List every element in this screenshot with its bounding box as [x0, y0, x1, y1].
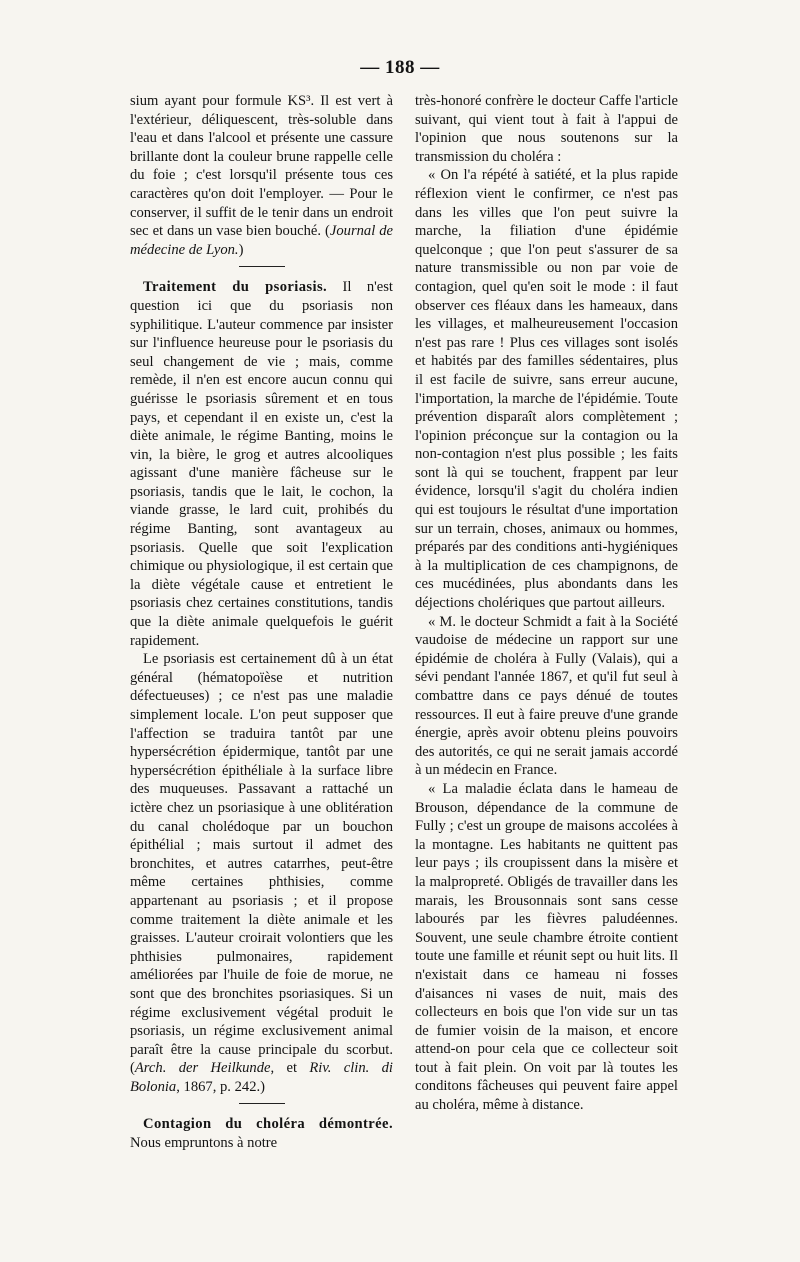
source-citation: Arch. der Heilkunde [134, 1060, 271, 1077]
cholera-continuation-paragraph: très-honoré confrère le docteur Caffe l'article suivant, qui vient tout à fait à l'appui de l'opinion que nous soutenons sur la transmission du choléra : [415, 93, 678, 165]
brouson-paragraph: « La maladie éclata dans le hameau de Brouson, dépendance de la commune de Fully ; c'est un groupe de maisons accolées à la montagne. Les habitants ne quittent pas leur pays ; ils croupissent dans la misère et la malpropreté. Obligés de travailler dans les marais, les Brousonnais sont sans cesse labourés par les fièvres paludéennes. Souvent, une seule chambre étroite contient toute une famille et réunit sept ou huit lits. Il n'existait dans ce hameau ni fosses d'aisances ni vases de nuit, mais des collecteurs en bois que l'on vide sur un tas de fumier voisin de la maison, et encore attend-on pour cela que ce collecteur soit tout à fait plein. On voit par là toutes les conditons fâcheuses qui peuvent faire appel au choléra, même à distance. [415, 780, 678, 1114]
cholera-quote-paragraph: « On l'a répété à satiété, et la plus rapide réflexion vient le confirmer, ce n'est pas dans les villes que l'on peut suivre la marche, la filiation d'une épidémie quelconque ; que l'on peut s'assurer de sa nature transmissible ou non par voie de contagion, quel qu'en soit le mode : il faut observer ces fléaux dans les hameaux, dans les villages, et malheureusement l'occasion n'est pas rare ! Plus ces villages sont isolés et habités par des familles sédentaires, plus il est facile de suivre, sans erreur aucune, l'importation, la marche de l'épidémie. Toute prévention disparaît alors complètement ; l'opinion préconçue sur la contagion ou la non-contagion n'est plus possible ; les faits sont là qui se touchent, frappent par leur évidence, lorsqu'il s'agit du choléra indien qui est toujours le résultat d'une importation sur un terrain, choses, animaux ou hommes, préparés par des conditions anti-hygiéniques à la multiplication de ces champignons, de ces mucédinées, plus abondants dans les déjections cholériques que partout ailleurs. [415, 167, 678, 612]
page-number: — 188 — [360, 57, 440, 78]
schmidt-report-paragraph: « M. le docteur Schmidt a fait à la Société vaudoise de médecine un rapport sur une épidémie de choléra à Fully (Valais), qui a sévi pendant l'année 1867, et qu'il fut seul à combattre dans ce pays dénué de toutes ressources. Il eut à faire preuve d'une grande énergie, après avoir obtenu pleins pouvoirs des autorités, ce qui ne serait jamais accordé à un médecin en France. [415, 613, 678, 779]
source-citation: Journal de médecine de Lyon. [130, 223, 393, 258]
psoriasis-preceding-paragraph: sium ayant pour formule KS³. Il est vert à l'extérieur, déliquescent, très-soluble dans l'eau et dans l'alcool et présente une cassure brillante dont la couleur brune rappelle celle du foie ; c'est lorsqu'il présente tous ces caractères qu'on doit l'employer. — Pour le conserver, il suffit de le tenir dans un endroit sec et dans un vase bien bouché. (Journal de médecine de Lyon.) [130, 93, 393, 258]
source-citation: Riv. clin. di Bolonia [130, 1060, 393, 1095]
section-heading-psoriasis: Traitement du psoriasis. [143, 279, 328, 296]
section-divider [239, 1103, 285, 1104]
left-column [130, 92, 393, 1153]
section-heading-cholera: Contagion du choléra démontrée. [143, 1116, 393, 1133]
right-column [415, 92, 678, 1115]
cholera-intro-paragraph: Contagion du choléra démontrée. Nous empruntons à notre [130, 1116, 393, 1152]
psoriasis-body-paragraph: Le psoriasis est certainement dû à un état général (hématopoïèse et nutrition défectueuses) ; ce n'est pas une maladie simplement locale. L'on peut supposer que l'affection se traduira tantôt par une hypersécrétion épidermique, tantôt par une hypersécrétion épithéliale à la surface libre des muqueuses. Passavant a rattaché un ictère chez un psoriasique à une oblitération du canal cholédoque par un bouchon épithélial ; mais surtout il admet des bronchites, et autres catarrhes, peut-être même certaines phthisies, comme appartenant au psoriasis ; et il propose comme traitement la diète animale et les graisses. L'auteur croirait volontiers que les phthisies pulmonaires, rapidement améliorées par l'huile de foie de morue, ne sont que des bronchites psoriasiques. Si un régime exclusivement végétal produit le psoriasis, un régime exclusivement animal paraît être la cause principale du scorbut. (Arch. der Heilkunde, et Riv. clin. di Bolonia, 1867, p. 242.) [130, 651, 393, 1095]
section-divider [239, 266, 285, 267]
psoriasis-article-paragraph: Traitement du psoriasis. Il n'est question ici que du psoriasis non syphilitique. L'auteur commence par insister sur l'influence heureuse pour le psoriasis du seul changement de vie ; mais, comme remède, il n'en est encore aucun connu qui guérisse le psoriasis sûrement et en tous pays, et cependant il en existe un, c'est la diète animale, le régime Banting, moins le vin, la bière, le grog et autres alcooliques agissant d'une manière fâcheuse sur le psoriasis, tandis que le lait, le cochon, la viande grasse, le lard cuit, prohibés du régime Banting, sont avantageux au psoriasis. Quelle que soit l'explication chimique ou physiologique, il est certain que la diète végétale cause et entretient le psoriasis chez certaines constitutions, tandis que la diète animale quelquefois le guérit rapidement. [130, 279, 393, 649]
